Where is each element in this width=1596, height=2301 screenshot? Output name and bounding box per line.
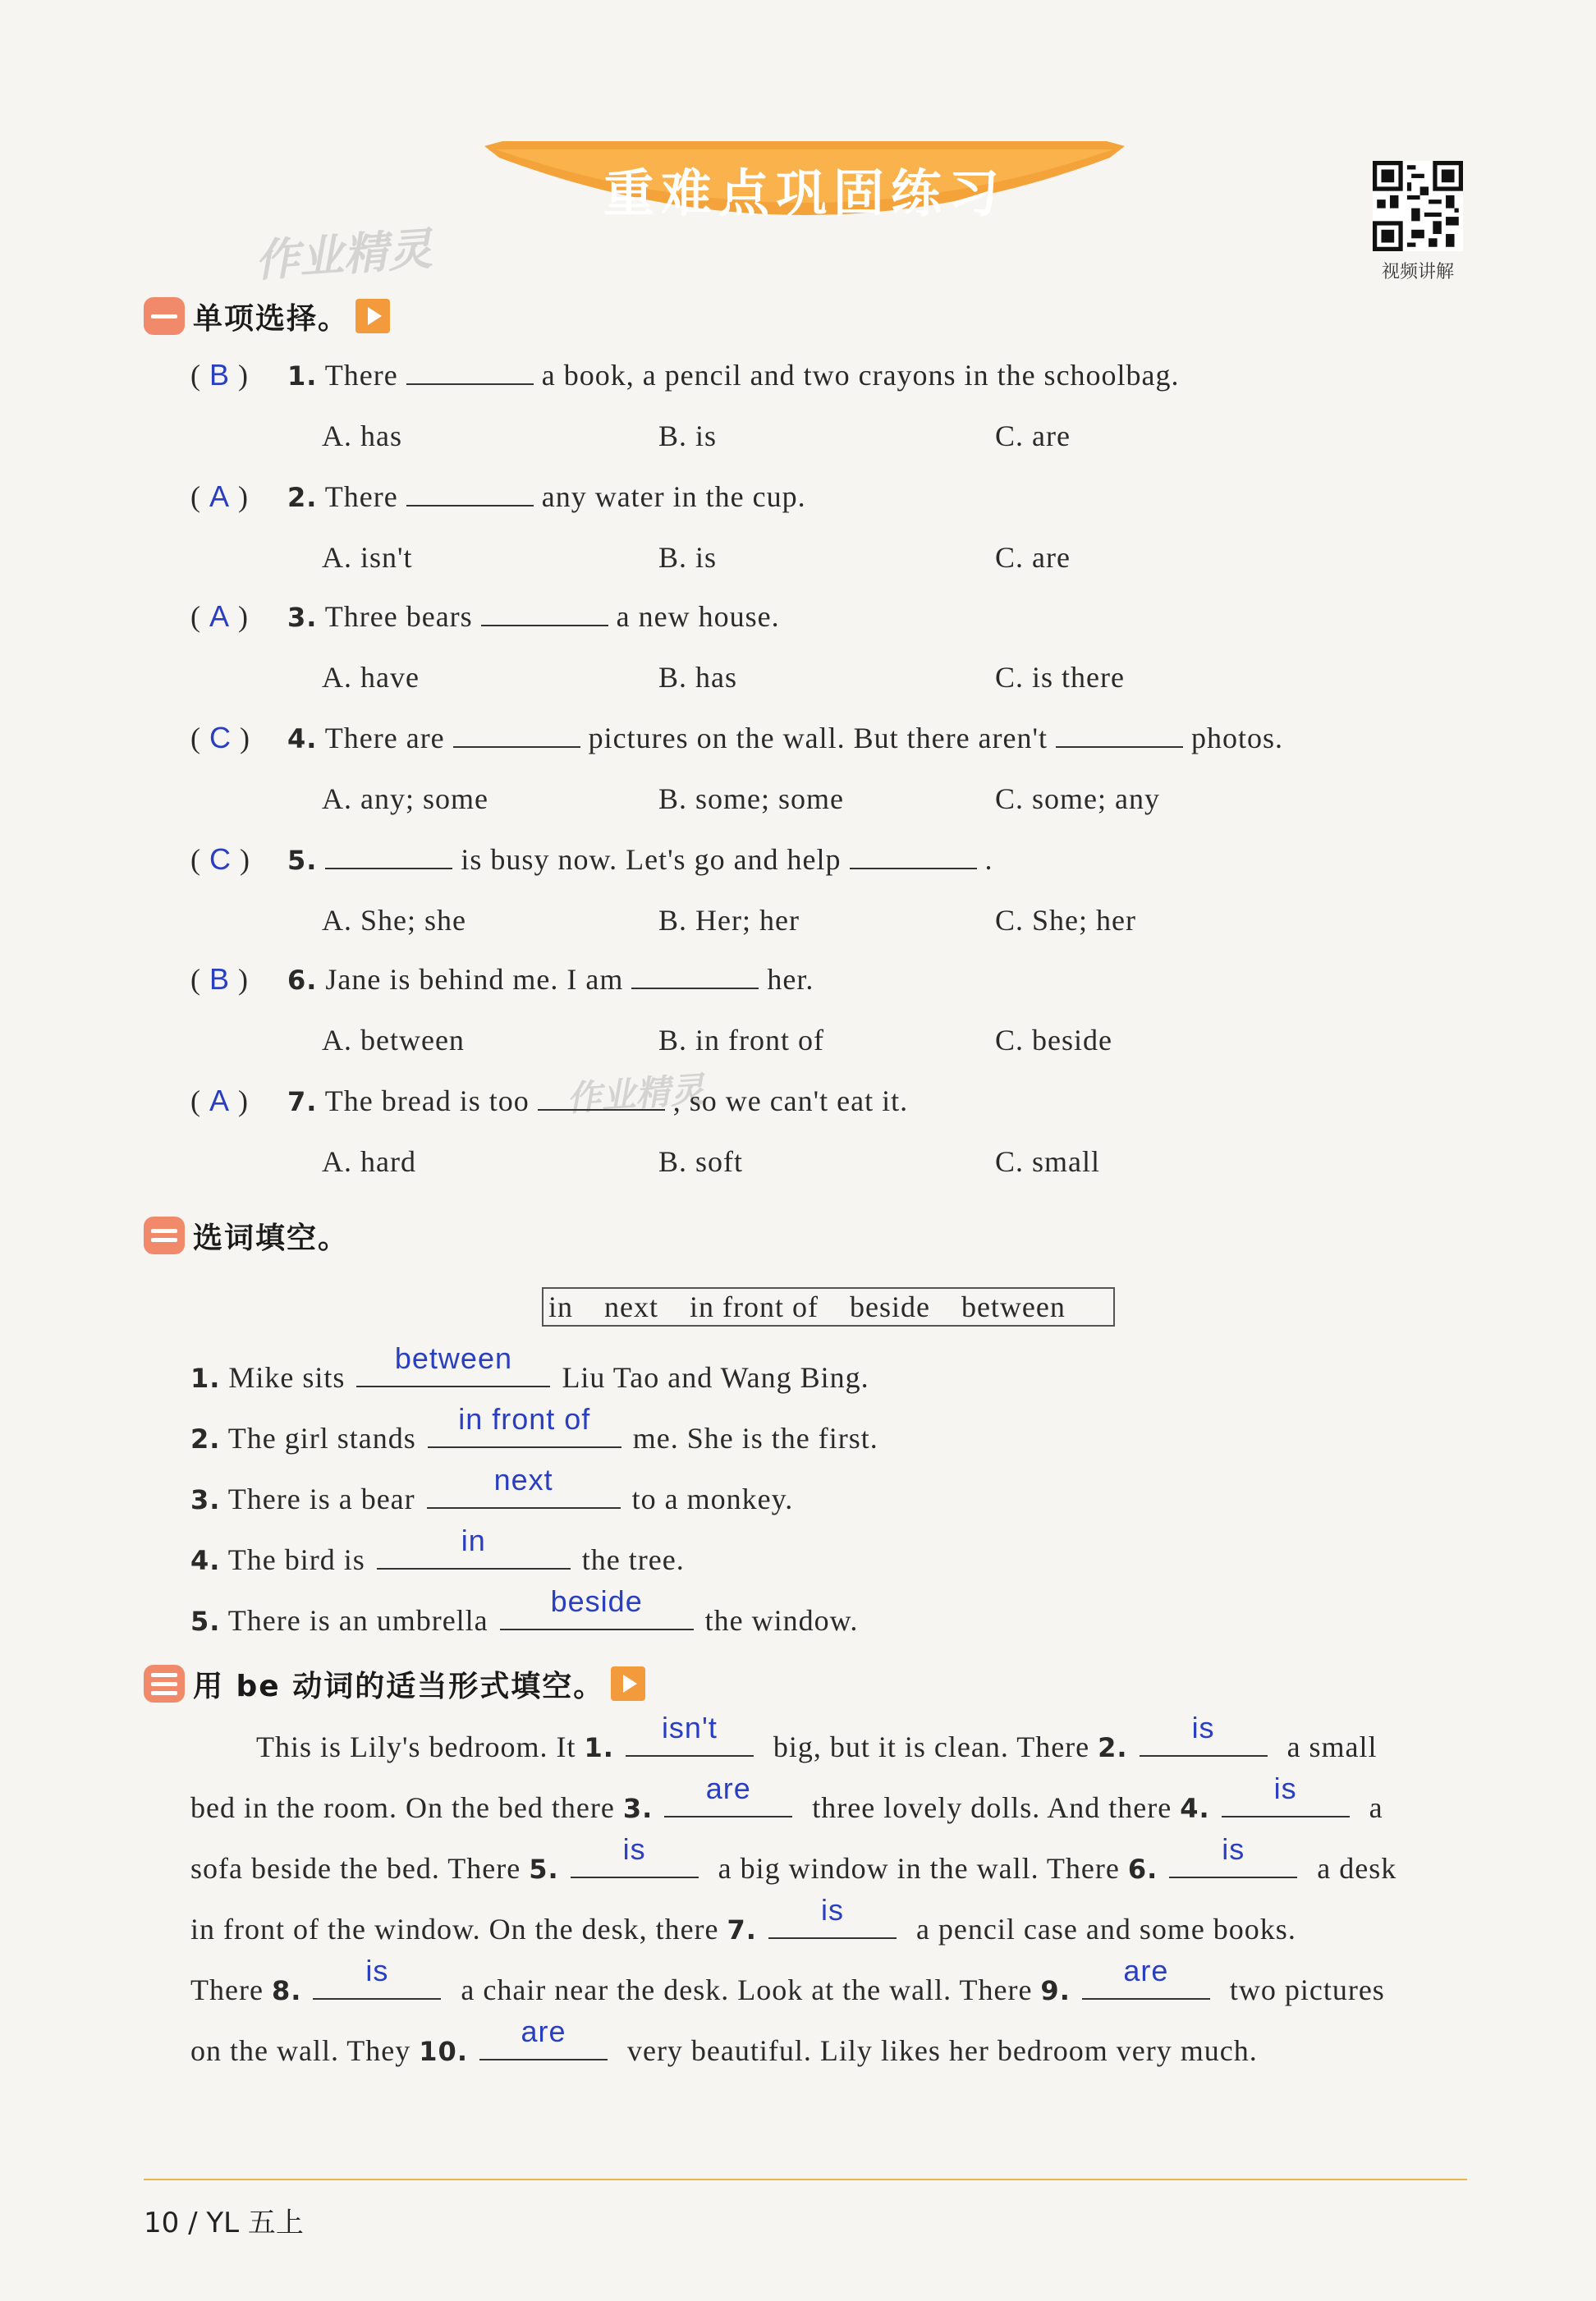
blank-number: 7. — [727, 1914, 757, 1946]
answer-blank[interactable] — [626, 1711, 754, 1757]
passage-text: sofa beside the bed. There — [190, 1852, 530, 1885]
word-bank-item: beside — [849, 1290, 930, 1323]
passage-text: on the wall. They — [190, 2034, 420, 2067]
question-text: is busy now. Let's go and help — [461, 843, 842, 876]
question-text: me. She is the first. — [632, 1422, 878, 1455]
question-text: to a monkey. — [631, 1483, 794, 1515]
filled-answer: in front of — [458, 1402, 591, 1436]
answer-blank — [631, 987, 759, 989]
passage-text: three lovely dolls. And there — [804, 1791, 1181, 1824]
option-a[interactable]: A. isn't — [322, 541, 413, 574]
option-b[interactable]: B. has — [658, 661, 737, 694]
passage-text: There — [190, 1973, 272, 2006]
fill-line — [190, 1524, 685, 1577]
passage-line — [190, 1711, 1467, 1764]
answer-blank[interactable] — [1222, 1772, 1350, 1817]
question-number: 2. — [287, 482, 318, 513]
answer-blank[interactable] — [427, 1463, 621, 1509]
section-1-header — [144, 296, 390, 337]
fill-line — [190, 1341, 869, 1395]
word-bank-item: between — [961, 1290, 1066, 1323]
answer-blank — [453, 745, 580, 748]
option-a[interactable]: A. hard — [322, 1145, 416, 1178]
answer-parentheses: ( B ) — [190, 962, 250, 996]
answer-choice: B — [209, 358, 231, 392]
answer-blank[interactable] — [1082, 1954, 1210, 2000]
question-text: The girl stands — [227, 1422, 416, 1455]
fill-line — [190, 1584, 859, 1638]
option-c[interactable]: C. is there — [995, 661, 1125, 694]
passage-text: big, but it is clean. There — [764, 1730, 1098, 1763]
option-a[interactable]: A. any; some — [322, 782, 488, 815]
question-text: a new house. — [616, 600, 780, 633]
section-3-header — [144, 1663, 645, 1704]
answer-choice: A — [209, 1084, 231, 1117]
question-number: 1. — [190, 1363, 221, 1394]
filled-answer: next — [493, 1463, 553, 1497]
question-line — [190, 479, 806, 514]
answer-blank[interactable] — [500, 1584, 694, 1630]
answer-blank[interactable] — [479, 2015, 608, 2060]
section-2-title: 选词填空。 — [193, 1221, 350, 1255]
question-text: the tree. — [581, 1543, 685, 1576]
blank-number: 4. — [1180, 1793, 1210, 1824]
question-text: There is an umbrella — [227, 1604, 488, 1637]
page-footer: 10 / YL 五上 — [144, 2207, 304, 2239]
passage-text: two pictures — [1221, 1973, 1385, 2006]
question-line — [190, 1084, 908, 1118]
answer-blank — [1056, 745, 1183, 748]
filled-answer: are — [705, 1772, 751, 1805]
question-number: 3. — [287, 602, 318, 633]
passage-line — [190, 2015, 1467, 2068]
question-line — [190, 842, 993, 877]
answer-blank[interactable] — [1140, 1711, 1268, 1757]
option-b[interactable]: B. is — [658, 419, 718, 452]
option-c[interactable]: C. some; any — [995, 782, 1160, 815]
answer-blank[interactable] — [664, 1772, 792, 1817]
section-2-badge — [144, 1217, 185, 1254]
answer-parentheses: ( A ) — [190, 599, 250, 633]
filled-answer: isn't — [661, 1711, 718, 1744]
blank-number: 5. — [529, 1854, 559, 1885]
answer-blank — [538, 1108, 665, 1111]
question-number: 1. — [287, 360, 318, 392]
question-text: Jane is behind me. I am — [325, 963, 624, 996]
passage-text: a chair near the desk. Look at the wall. There — [452, 1973, 1041, 2006]
word-bank-item: in front of — [690, 1290, 819, 1323]
passage-text: a big window in the wall. There — [709, 1852, 1128, 1885]
watermark: 作业精灵 — [565, 1069, 706, 1119]
answer-choice: A — [209, 599, 231, 633]
question-line — [190, 721, 1283, 755]
answer-blank[interactable] — [356, 1341, 550, 1387]
question-line — [190, 358, 1180, 392]
passage-text: in front of the window. On the desk, there — [190, 1913, 727, 1946]
answer-blank[interactable] — [768, 1893, 897, 1939]
answer-blank — [406, 504, 534, 506]
answer-blank — [481, 624, 608, 626]
answer-blank — [325, 867, 452, 869]
question-text: There are — [324, 722, 445, 754]
option-c[interactable]: C. are — [995, 419, 1071, 452]
answer-blank[interactable] — [313, 1954, 441, 2000]
question-number: 7. — [287, 1086, 318, 1117]
option-c[interactable]: C. She; her — [995, 904, 1136, 937]
filled-answer: between — [394, 1341, 512, 1375]
qr-code-icon[interactable] — [1373, 161, 1463, 251]
blank-number: 8. — [271, 1975, 302, 2006]
option-b[interactable]: B. is — [658, 541, 718, 574]
question-number: 4. — [190, 1545, 221, 1576]
question-text: There — [324, 480, 398, 513]
answer-parentheses: ( A ) — [190, 1084, 250, 1117]
passage-text: This is Lily's bedroom. It — [256, 1730, 585, 1763]
question-line — [190, 599, 780, 634]
word-bank — [542, 1287, 1115, 1327]
word-bank-item: in — [548, 1290, 574, 1323]
option-b[interactable]: B. soft — [658, 1145, 744, 1178]
blank-number: 6. — [1127, 1854, 1158, 1885]
option-c[interactable]: C. are — [995, 541, 1071, 574]
option-b[interactable]: B. Her; her — [658, 904, 800, 937]
filled-answer: are — [1123, 1954, 1169, 1987]
question-text: a book, a pencil and two crayons in the schoolbag. — [541, 359, 1180, 392]
passage-line — [190, 1893, 1467, 1946]
filled-answer: is — [1191, 1711, 1215, 1744]
question-text: Three bears — [324, 600, 473, 633]
option-a[interactable]: A. have — [322, 661, 420, 694]
banner-title: 重难点巩固练习 — [603, 163, 1006, 223]
fill-line — [190, 1463, 794, 1516]
question-text: There — [324, 359, 398, 392]
option-c[interactable]: C. beside — [995, 1024, 1112, 1057]
answer-choice: C — [209, 721, 232, 754]
filled-answer: beside — [550, 1584, 643, 1618]
qr-label: 视频讲解 — [1381, 262, 1454, 282]
blank-number: 1. — [584, 1732, 614, 1763]
answer-choice: C — [209, 842, 232, 876]
word-bank-item: next — [604, 1290, 658, 1323]
fill-line — [190, 1402, 878, 1455]
question-text: pictures on the wall. But there aren't — [588, 722, 1048, 754]
filled-answer: is — [1222, 1832, 1245, 1866]
footer-rule — [144, 2179, 1467, 2180]
answer-parentheses: ( C ) — [190, 842, 250, 876]
blank-number: 3. — [622, 1793, 654, 1824]
filled-answer: is — [622, 1832, 646, 1866]
filled-answer: is — [365, 1954, 389, 1987]
section-1-badge — [144, 297, 185, 335]
option-a[interactable]: A. between — [322, 1024, 465, 1057]
answer-blank[interactable] — [1169, 1832, 1297, 1878]
question-text: any water in the cup. — [541, 480, 806, 513]
question-number: 3. — [190, 1484, 221, 1515]
question-line — [190, 962, 814, 997]
passage-line — [190, 1832, 1467, 1886]
answer-parentheses: ( A ) — [190, 479, 250, 513]
question-text: There is a bear — [227, 1483, 415, 1515]
filled-answer: in — [461, 1524, 486, 1557]
title-banner — [484, 141, 1125, 231]
answer-blank[interactable] — [377, 1524, 571, 1570]
option-b[interactable]: B. some; some — [658, 782, 844, 815]
question-text: the window. — [704, 1604, 859, 1637]
question-number: 5. — [287, 845, 318, 876]
answer-choice: A — [209, 479, 231, 513]
answer-parentheses: ( C ) — [190, 721, 250, 754]
passage-text: a desk — [1309, 1852, 1397, 1885]
passage-text: very beautiful. Lily likes her bedroom very much. — [618, 2034, 1258, 2067]
option-b[interactable]: B. in front of — [658, 1024, 824, 1057]
question-number: 6. — [287, 965, 318, 996]
question-text: The bread is too — [324, 1084, 530, 1117]
play-icon[interactable] — [611, 1666, 645, 1701]
answer-blank — [406, 383, 534, 385]
passage-text: bed in the room. On the bed there — [190, 1791, 623, 1824]
filled-answer: is — [820, 1893, 844, 1927]
question-text: photos. — [1191, 722, 1284, 754]
section-3-title: 用 be 动词的适当形式填空。 — [193, 1669, 605, 1703]
filled-answer: are — [521, 2015, 566, 2048]
play-icon[interactable] — [355, 299, 390, 333]
answer-blank[interactable] — [428, 1402, 621, 1448]
passage-text: a pencil case and some books. — [907, 1913, 1296, 1946]
section-1-title: 单项选择。 — [193, 301, 350, 336]
question-text: The bird is — [227, 1543, 365, 1576]
passage-text: a small — [1278, 1730, 1378, 1763]
question-text: Liu Tao and Wang Bing. — [562, 1361, 869, 1394]
blank-number: 10. — [419, 2036, 468, 2067]
passage-line — [190, 1772, 1467, 1825]
question-text: Mike sits — [228, 1361, 346, 1394]
option-a[interactable]: A. has — [322, 419, 402, 452]
question-number: 4. — [287, 723, 318, 754]
question-text: . — [984, 843, 993, 876]
section-2-header — [144, 1215, 349, 1256]
question-text: , so we can't eat it. — [672, 1084, 909, 1117]
answer-blank[interactable] — [571, 1832, 699, 1878]
passage-text: a — [1360, 1791, 1383, 1824]
section-3-badge — [144, 1665, 185, 1703]
blank-number: 2. — [1098, 1732, 1128, 1763]
option-a[interactable]: A. She; she — [322, 904, 466, 937]
blank-number: 9. — [1040, 1975, 1071, 2006]
answer-blank — [850, 867, 977, 869]
answer-choice: B — [209, 962, 231, 996]
passage-line — [190, 1954, 1467, 2007]
option-c[interactable]: C. small — [995, 1145, 1101, 1178]
question-number: 5. — [190, 1606, 221, 1637]
question-number: 2. — [190, 1423, 221, 1455]
question-text: her. — [767, 963, 814, 996]
filled-answer: is — [1273, 1772, 1297, 1805]
watermark: 作业精灵 — [253, 222, 434, 287]
answer-parentheses: ( B ) — [190, 358, 250, 392]
